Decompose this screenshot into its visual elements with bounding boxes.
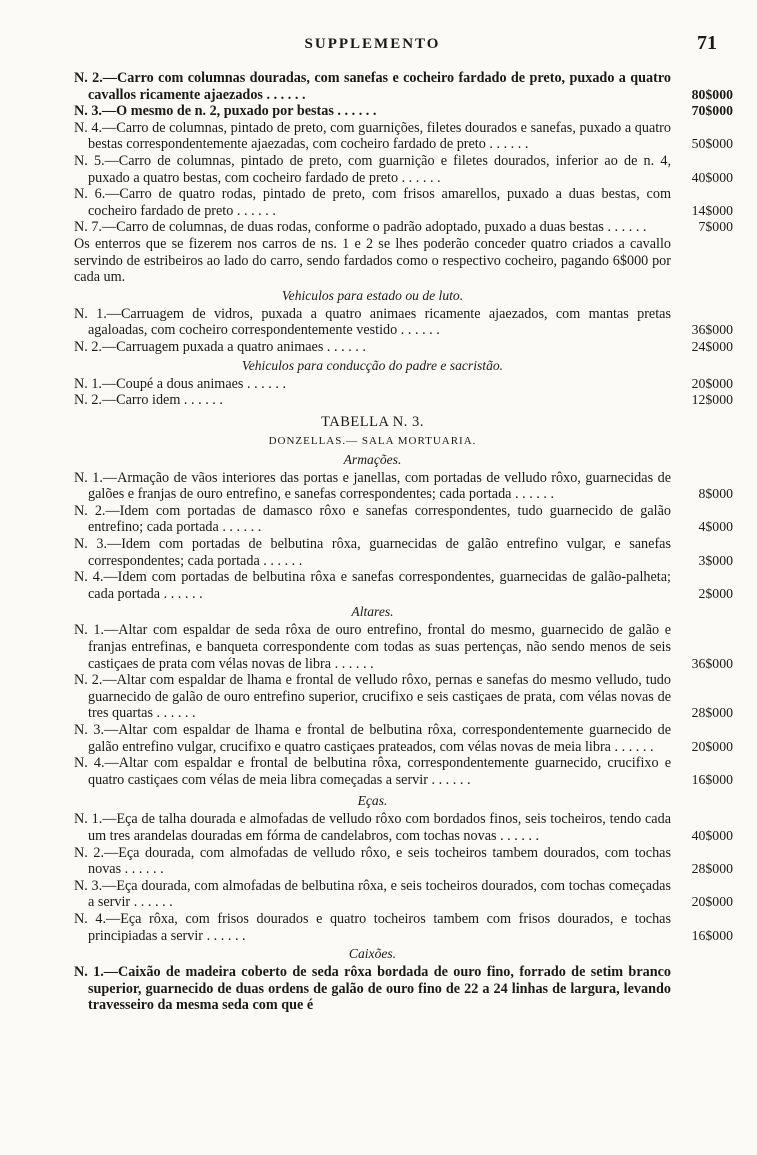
section-ecas: Eças.	[357, 793, 388, 809]
estado-list	[74, 305, 733, 356]
entry-price: 36$000	[691, 322, 733, 338]
entry-price: 24$000	[691, 338, 733, 354]
entry-text: N. 4.—Carro de columnas, pintado de preto, com guarnições, filetes dourados e sanefas, puxado a quatro bestas correspondentemente ajaezadas, com cocheiro fardado de preto . . . . . .	[74, 119, 671, 153]
carros-entry	[74, 103, 733, 120]
entry-text: N. 1.—Eça de talha dourada e almofadas de velludo rôxo com bordados finos, seis tocheiros, tendo cada um tres arandelas douradas em fórma de candelabros, com tochas novas . . . . . .	[74, 811, 671, 844]
altares-entry	[74, 672, 733, 722]
armacoes-entry	[74, 536, 733, 569]
entry-price: 28$000	[691, 705, 733, 721]
entry-price: 12$000	[691, 392, 733, 408]
armacoes-entry	[74, 502, 733, 536]
armacoes-entry	[74, 469, 733, 503]
entry-text: N. 2.—Idem com portadas de damasco rôxo e sanefas correspondentes, tudo guarnecido de galão entrefino; cada portada . . . . . .	[74, 502, 671, 536]
entry-text: N. 4.—Idem com portadas de belbutina rôxa e sanefas correspondentes, guarnecidas de galão-palheta; cada portada . . . . . .	[74, 569, 671, 602]
entry-price: 14$000	[691, 202, 733, 218]
entry-price: 2$000	[698, 585, 733, 601]
entry-text: N. 3.—Eça dourada, com almofadas de belbutina rôxa, e seis tocheiros dourados, com tochas começadas a servir . . . . . .	[74, 877, 671, 911]
entry-price: 80$000	[691, 86, 733, 102]
section-altares: Altares.	[351, 604, 394, 620]
entry-text: N. 1.—Altar com espaldar de seda rôxa de ouro entrefino, frontal do mesmo, guarnecido de galão e franjas entrefinas, e banqueta correspondente com todas as suas pertenças, não sendo menos de seis castiçaes de prata com vélas novas de libra . . . . . .	[74, 622, 671, 672]
section-veiculos-estado: Vehiculos para estado ou de luto.	[281, 287, 464, 303]
entry-price: 16$000	[691, 927, 733, 943]
carros-entry	[74, 119, 733, 153]
section-caixoes: Caixões.	[348, 946, 397, 962]
ecas-entry	[74, 844, 733, 878]
altares-list	[74, 622, 733, 788]
section-armacoes: Armações.	[343, 451, 402, 467]
padre-entry	[74, 375, 733, 393]
entry-text: N. 3.—O mesmo de n. 2, puxado por bestas . . . . . .	[74, 103, 377, 120]
page-number: 71	[697, 32, 717, 54]
carros-entry	[74, 70, 733, 103]
entry-text: N. 1.—Carruagem de vidros, puxada a quatro animaes ricamente ajaezados, com mantas pretas agaloadas, com cocheiro correspondentemente vestido . . . . . .	[74, 305, 671, 339]
running-head	[74, 30, 717, 70]
entry-text: N. 2.—Carruagem puxada a quatro animaes . . . . . .	[74, 338, 366, 355]
caixao-entry-1: N. 1.—Caixão de madeira coberto de seda rôxa bordada de ouro fino, forrado de setim branco superior, guarnecido de duas ordens de galão de ouro fino de 22 a 24 linhas de largura, levando travesseiro da mesma seda com que é	[74, 964, 671, 1014]
entry-price: 28$000	[691, 861, 733, 877]
entry-text: N. 2.—Carro com columnas douradas, com sanefas e cocheiro fardado de preto, puxado a quatro cavallos ricamente ajaezados . . . . . .	[74, 70, 671, 103]
entry-price: 8$000	[698, 486, 733, 502]
entry-text: N. 2.—Eça dourada, com almofadas de velludo rôxo, e seis tocheiros tambem dourados, com tochas novas . . . . . .	[74, 844, 671, 878]
entry-price: 40$000	[691, 169, 733, 185]
entry-text: N. 5.—Carro de columnas, pintado de preto, com guarnição e filetes dourados, inferior ao de n. 4, puxado a quatro bestas, com cocheiro fardado de preto . . . . . .	[74, 152, 671, 186]
carros-entry	[74, 219, 733, 236]
entry-price: 70$000	[691, 103, 733, 119]
running-title: SUPPLEMENTO	[304, 36, 441, 52]
entry-text: N. 4.—Eça rôxa, com frisos dourados e quatro tocheiros tambem com frisos dourados, e tochas principiadas a servir . . . . . .	[74, 910, 671, 944]
altares-entry	[74, 622, 733, 672]
entry-price: 7$000	[698, 219, 733, 235]
altares-entry	[74, 755, 733, 788]
entry-text: N. 2.—Carro idem . . . . . .	[74, 392, 223, 409]
estado-entry	[74, 305, 733, 339]
section-tabella: TABELLA N. 3.	[321, 413, 424, 430]
entry-text: N. 4.—Altar com espaldar e frontal de belbutina rôxa, correspondentemente guarnecido, crucifixo e quatro castiçaes com vélas de meia libra começadas a servir . . . . . .	[74, 755, 671, 788]
carros-entry	[74, 152, 733, 186]
entry-price: 20$000	[691, 894, 733, 910]
section-donzellas: DONZELLAS.— SALA MORTUARIA.	[268, 434, 477, 447]
entry-price: 3$000	[698, 552, 733, 568]
padre-list	[74, 375, 733, 409]
estado-entry	[74, 338, 733, 356]
ecas-entry	[74, 811, 733, 844]
entry-price: 40$000	[691, 827, 733, 843]
entry-price: 50$000	[691, 136, 733, 152]
entry-text: N. 3.—Altar com espaldar de lhama e frontal de belbutina rôxa, correspondentemente guarnecido de galão entrefino vulgar, crucifixo e quatro castiçaes prateados, com vélas novas de meia libra . . . . . .	[74, 722, 671, 755]
entry-text: N. 1.—Coupé a dous animaes . . . . . .	[74, 375, 286, 392]
entry-price: 16$000	[691, 771, 733, 787]
armacoes-entry	[74, 569, 733, 602]
section-veiculos-padre: Vehiculos para conducção do padre e sacristão.	[241, 357, 504, 373]
entry-price: 36$000	[691, 655, 733, 671]
entry-text: N. 2.—Altar com espaldar de lhama e frontal de velludo rôxo, pernas e sanefas do mesmo velludo, tudo guarnecido de galão de ouro entrefino superior, crucifixo e seis castiçaes de prata, com vélas novas de tres quartas . . . . . .	[74, 672, 671, 722]
entry-text: N. 7.—Carro de columnas, de duas rodas, conforme o padrão adoptado, puxado a duas bestas . . . . . .	[74, 219, 647, 236]
padre-entry	[74, 392, 733, 409]
entry-price: 20$000	[691, 375, 733, 391]
entry-price: 20$000	[691, 738, 733, 754]
carros-entry	[74, 186, 733, 219]
ecas-list	[74, 811, 733, 944]
entry-text: N. 6.—Carro de quatro rodas, pintado de preto, com frisos amarellos, puxado a duas bestas, com cocheiro fardado de preto . . . . . .	[74, 186, 671, 219]
carros-list	[74, 70, 733, 236]
ecas-entry	[74, 910, 733, 944]
altares-entry	[74, 722, 733, 755]
armacoes-list	[74, 469, 733, 603]
ecas-entry	[74, 877, 733, 911]
enterros-note: Os enterros que se fizerem nos carros de ns. 1 e 2 se lhes poderão conceder quatro criados a cavallo servindo de estribeiros ao lado do carro, sendo fardados como o respectivo cocheiro, pagando 6$000 por cada um.	[74, 235, 671, 286]
entry-price: 4$000	[698, 519, 733, 535]
entry-text: N. 3.—Idem com portadas de belbutina rôxa, guarnecidas de galão entrefino vulgar, e sanefas correspondentes; cada portada . . . . . .	[74, 536, 671, 569]
entry-text: N. 1.—Armação de vãos interiores das portas e janellas, com portadas de velludo rôxo, guarnecidas de galões e franjas de ouro entrefino, e sanefas correspondentes; cada portada . . . . . .	[74, 469, 671, 503]
